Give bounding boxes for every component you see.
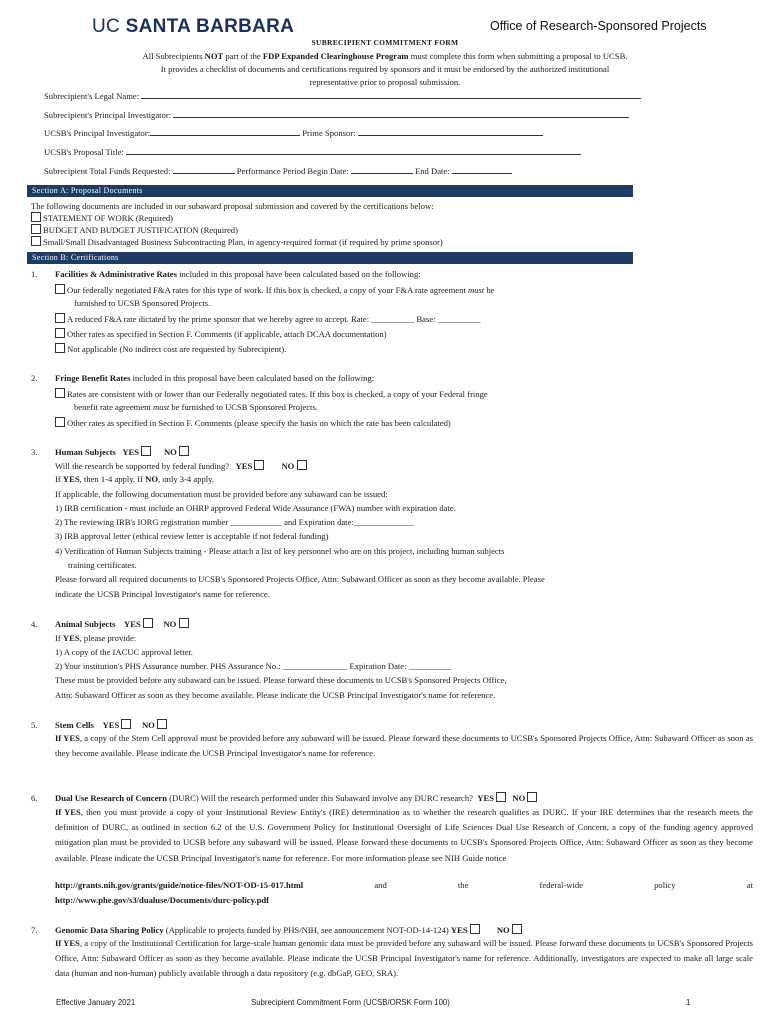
q1-head: Facilities & Administrative Rates xyxy=(55,269,177,279)
q3-head: Human Subjects xyxy=(55,447,116,457)
q1-reduced-checkbox[interactable] xyxy=(55,313,65,323)
intro-line2: It provides a checklist of documents and certifications required by sponsors and it must be endorsed by the authorized institutional xyxy=(160,64,610,74)
q3-l2 xyxy=(55,474,214,484)
q3-l2c: , only 3-4 apply. xyxy=(158,474,215,484)
total-funds-line[interactable] xyxy=(173,165,235,174)
q1-head-rest: included in this proposal have been calculated based on the following: xyxy=(176,269,421,279)
q1-opt4: Not applicable (No indirect cost are requested by Subrecipient). xyxy=(67,344,287,354)
q3-no-checkbox[interactable] xyxy=(179,446,189,456)
q1-opt1c: furnished to UCSB Sponsored Projects. xyxy=(74,298,211,308)
ucsb-pi-line[interactable] xyxy=(150,127,300,136)
q2-heading xyxy=(55,373,374,383)
legal-name-line[interactable] xyxy=(141,90,641,99)
q2-opt1-must: must xyxy=(152,402,170,412)
q6-fedwide: federal-wide xyxy=(539,880,583,890)
q1-option-na[interactable] xyxy=(55,343,286,354)
q2-consistent-checkbox[interactable] xyxy=(55,388,65,398)
q6-the: the xyxy=(457,880,469,890)
q2-other-checkbox[interactable] xyxy=(55,417,65,427)
logo-uc: UC xyxy=(92,16,121,37)
q2-opt1a: Rates are consistent with or lower than our Federally negotiated rates. If this box is checked, a copy of your Federal fringe xyxy=(67,389,488,399)
q6-heading xyxy=(55,792,539,803)
q4-l4: These must be provided before any subaward can be issued. Please forward these documents to UCSB's Sponsored Projects Office, xyxy=(55,675,507,685)
q7-heading xyxy=(55,924,524,935)
q6-links-row xyxy=(55,880,753,890)
q5-no-label: NO xyxy=(141,720,155,730)
q7-body-text: , a copy of the Institutional Certification for large-scale human genomic data must be provided before any subaward will be issued. Please forward these documents to UCSB's Sponsored Projects Office, Attn: Subaward Officer as soon as they become available. Please indicate the UCSB Principal Investigator's name for reference. Additionally, investigators are expected to make all large scale data (human and non-human) publicly available through a data repository (e.g. dbGaP, GEO, SRA). xyxy=(55,938,753,979)
form-title: SUBRECIPIENT COMMITMENT FORM xyxy=(311,38,459,47)
legal-name-label: Subrecipient's Legal Name: xyxy=(44,91,140,101)
q5-head: Stem Cells xyxy=(55,720,94,730)
pi-field[interactable] xyxy=(44,109,629,120)
q3-l8: training certificates. xyxy=(68,560,137,570)
q4-yes-checkbox[interactable] xyxy=(143,618,153,628)
q4-no-checkbox[interactable] xyxy=(179,618,189,628)
end-date-line[interactable] xyxy=(452,165,512,174)
period-begin-label: Performance Period Begin Date: xyxy=(236,166,349,176)
q3-l4: 1) IRB certification - must include an OHRP approved Federal Wide Assurance (FWA) number with expiration date. xyxy=(55,503,456,513)
legal-name-field[interactable] xyxy=(44,90,641,101)
intro-text xyxy=(40,50,730,89)
q6-head-abbr: (DURC) xyxy=(167,793,199,803)
q3-heading xyxy=(55,446,191,457)
q6-and: and xyxy=(374,880,387,890)
q2-opt2: Other rates as specified in Section F. Comments (please specify the basis on which the rate has been calculated) xyxy=(67,418,451,428)
q6-head-rest: Will the research performed under this Subaward involve any DURC research? xyxy=(198,793,473,803)
q3-federal-no-label: NO xyxy=(281,461,295,471)
q4-l3: 2) Your institution's PHS Assurance number. PHS Assurance No.: _______________ Expiration Date: __________ xyxy=(55,661,452,671)
q6-policy: policy xyxy=(654,880,676,890)
q4-l5: Attn: Subaward Officer as soon as they become available. Please indicate the UCSB Principal Investigator's name for reference. xyxy=(55,690,496,700)
ucsb-logo xyxy=(92,16,294,38)
q2-opt1b: benefit rate agreement xyxy=(74,402,153,412)
intro-mid: part of the xyxy=(223,51,263,61)
intro-post: must complete this form when submitting a proposal to UCSB. xyxy=(408,51,628,61)
section-a-item-budget[interactable] xyxy=(31,224,238,235)
q7-no-checkbox[interactable] xyxy=(512,924,522,934)
q7-yes-checkbox[interactable] xyxy=(470,924,480,934)
q3-federal-line xyxy=(55,460,309,471)
q1-opt2: A reduced F&A rate dictated by the prime sponsor that we hereby agree to accept. Rate: __________ Base: __________ xyxy=(67,314,481,324)
q3-number: 3. xyxy=(31,447,38,457)
budget-label: BUDGET AND BUDGET JUSTIFICATION (Required) xyxy=(43,225,238,235)
q4-yes-label: YES xyxy=(124,619,141,629)
q4-no-label: NO xyxy=(163,619,177,629)
small-business-label: Small/Small Disadvantaged Business Subcontracting Plan, in agency-required format (if required by prime sponsor) xyxy=(43,237,443,247)
q5-no-checkbox[interactable] xyxy=(157,719,167,729)
q2-number: 2. xyxy=(31,373,38,383)
footer-effective: Effective January 2021 xyxy=(56,998,136,1007)
q3-l2a: If xyxy=(55,474,63,484)
durc-nih-link[interactable]: http://grants.nih.gov/grants/guide/notice-files/NOT-OD-15-017.html xyxy=(55,880,304,890)
q3-l3: If applicable, the following documentation must be provided before any subaward can be issued: xyxy=(55,489,388,499)
q3-l9: Please forward all required documents to UCSB's Sponsored Projects Office, Attn: Subaward Officer as soon as they become available. Please xyxy=(55,574,545,584)
q6-at: at xyxy=(746,880,753,890)
footer-page-number: 1 xyxy=(686,998,691,1007)
q4-l1 xyxy=(55,633,136,643)
q1-opt1-must: must xyxy=(467,285,485,295)
durc-policy-link[interactable] xyxy=(55,895,269,905)
q4-head: Animal Subjects xyxy=(55,619,116,629)
q3-federal-yes-label: YES xyxy=(235,461,253,471)
intro-pre: All Subrecipients xyxy=(142,51,205,61)
q3-l1: Will the research be supported by federal funding? xyxy=(55,461,230,471)
q3-l2-yes: YES xyxy=(62,474,80,484)
q7-body xyxy=(55,936,753,982)
q3-federal-no-checkbox[interactable] xyxy=(297,460,307,470)
q2-opt1c: be furnished to UCSB Sponsored Projects. xyxy=(169,402,318,412)
q7-body-yes: If YES xyxy=(55,938,80,948)
sow-label: STATEMENT OF WORK (Required) xyxy=(43,213,174,223)
prime-sponsor-line[interactable] xyxy=(358,127,543,136)
footer-form-name: Subrecipient Commitment Form (UCSB/ORSK Form 100) xyxy=(251,998,450,1007)
q3-l2b: , then 1-4 apply. If xyxy=(79,474,146,484)
q1-opt1a: Our federally negotiated F&A rates for this type of work. If this box is checked, a copy of your F&A rate agreement xyxy=(67,285,468,295)
q2-opt1-cont xyxy=(74,402,318,412)
q7-yes-label: YES xyxy=(450,925,468,935)
q3-yes-checkbox[interactable] xyxy=(141,446,151,456)
q3-l10: indicate the UCSB Principal Investigator's name for reference. xyxy=(55,589,270,599)
q7-head-rest: (Applicable to projects funded by PHS/NIH, see announcement NOT-OD-14-124) xyxy=(163,925,449,935)
q7-no-label: NO xyxy=(496,925,510,935)
q5-body-yes: If YES xyxy=(55,733,80,743)
end-date-label: End Date: xyxy=(415,166,450,176)
budget-checkbox[interactable] xyxy=(31,224,41,234)
intro-line3: representative prior to proposal submission. xyxy=(309,77,461,87)
small-business-checkbox[interactable] xyxy=(31,236,41,246)
q5-yes-label: YES xyxy=(102,720,120,730)
q1-other-checkbox[interactable] xyxy=(55,328,65,338)
q5-number: 5. xyxy=(31,720,38,730)
q5-heading xyxy=(55,719,169,730)
q4-l1b: , please provide: xyxy=(79,633,137,643)
q6-body-text: , then you must provide a copy of your Institutional Review Entity's (IRE) determination as to whether the research qualifies as DURC. If your IRE determines that the research meets the definition of DURC, as outlined in section 6.2 of the U.S. Government Policy for Institutional Oversight of Life Sciences Dual Use Research of Concern, a copy of the funding agency approved mitigation plan must be provided to UCSB before any subaward will be issued. Please forward these documents to UCSB's Sponsored Projects Office, Attn: Subaward Officer as soon as they become available. Please indicate the UCSB Principal Investigator's name for reference. For more information please see NIH Guide notice xyxy=(55,807,753,863)
q5-body-text: , a copy of the Stem Cell approval must be provided before any subaward will be issued. Please forward these documents to UCSB's Sponsored Projects Office, Attn: Subaward Officer as soon as they become available. Please indicate the UCSB Principal Investigator's name for reference. xyxy=(55,733,753,759)
sow-checkbox[interactable] xyxy=(31,212,41,222)
durc-policy-url[interactable]: http://www.phe.gov/s3/dualuse/Documents/durc-policy.pdf xyxy=(55,895,270,905)
section-a-item-small-business[interactable] xyxy=(31,236,443,247)
pi-line[interactable] xyxy=(173,109,629,118)
q7-number: 7. xyxy=(31,925,38,935)
q2-head-rest: included in this proposal have been calculated based on the following: xyxy=(130,373,375,383)
ucsb-pi-field[interactable] xyxy=(44,127,543,138)
q1-heading xyxy=(55,269,421,279)
q5-yes-checkbox[interactable] xyxy=(121,719,131,729)
q3-l5: 2) The reviewing IRB's IORG registration number ____________ and Expiration date:______________ xyxy=(55,517,414,527)
q3-federal-yes-checkbox[interactable] xyxy=(254,460,264,470)
q6-no-label: NO xyxy=(512,793,526,803)
period-begin-line[interactable] xyxy=(351,165,413,174)
q6-yes-checkbox[interactable] xyxy=(496,792,506,802)
proposal-title-label: UCSB's Proposal Title: xyxy=(44,147,124,157)
section-b-header: Section B: Certifications xyxy=(27,252,633,264)
intro-fdp: FDP Expanded Clearinghouse Program xyxy=(262,51,409,61)
office-name: Office of Research-Sponsored Projects xyxy=(490,19,707,33)
q4-number: 4. xyxy=(31,619,38,629)
proposal-title-line[interactable] xyxy=(126,146,581,155)
q4-l1a: If xyxy=(55,633,63,643)
pi-label: Subrecipient's Principal Investigator: xyxy=(44,110,172,120)
funds-field[interactable] xyxy=(44,165,512,176)
section-a-item-sow[interactable] xyxy=(31,212,173,223)
q3-l7: 4) Verification of Human Subjects training - Please attach a list of key personnel who are on this project, including human subjects xyxy=(55,546,505,556)
q1-opt3: Other rates as specified in Section F. Comments (if applicable, attach DCAA documentation) xyxy=(67,329,387,339)
q1-option-reduced[interactable] xyxy=(55,313,481,324)
q1-na-checkbox[interactable] xyxy=(55,343,65,353)
q6-yes-label: YES xyxy=(477,793,494,803)
q7-head: Genomic Data Sharing Policy xyxy=(55,925,164,935)
q6-body xyxy=(55,805,753,866)
q1-number: 1. xyxy=(31,269,38,279)
logo-santa-barbara: SANTA BARBARA xyxy=(125,16,295,37)
q2-option-consistent[interactable] xyxy=(55,388,488,399)
q6-number: 6. xyxy=(31,793,38,803)
q6-head: Dual Use Research of Concern xyxy=(55,793,168,803)
q1-option-other[interactable] xyxy=(55,328,387,339)
q2-head: Fringe Benefit Rates xyxy=(55,373,131,383)
q4-l1-yes: YES xyxy=(62,633,80,643)
q3-yes-label: YES xyxy=(122,447,140,457)
proposal-title-field[interactable] xyxy=(44,146,581,157)
q1-negotiated-checkbox[interactable] xyxy=(55,284,65,294)
q1-option-negotiated[interactable] xyxy=(55,284,494,295)
q6-no-checkbox[interactable] xyxy=(527,792,537,802)
q2-option-other[interactable] xyxy=(55,417,451,428)
q5-body xyxy=(55,731,753,761)
q3-no-label: NO xyxy=(163,447,177,457)
q3-l6: 3) IRB approval letter (ethical review letter is acceptable if not federal funding) xyxy=(55,531,329,541)
section-a-intro: The following documents are included in our subaward proposal submission and covered by the certifications below: xyxy=(31,201,434,211)
total-funds-label: Subrecipient Total Funds Requested: xyxy=(44,166,171,176)
q1-opt1b: be xyxy=(484,285,495,295)
ucsb-pi-label: UCSB's Principal Investigator: xyxy=(44,128,151,138)
q6-body-yes: If YES xyxy=(55,807,81,817)
q3-l2-no: NO xyxy=(145,474,159,484)
section-a-header: Section A: Proposal Documents xyxy=(27,185,633,197)
q4-l2: 1) A copy of the IACUC approval letter. xyxy=(55,647,193,657)
prime-sponsor-label: Prime Sponsor: xyxy=(302,128,356,138)
intro-not: NOT xyxy=(204,51,224,61)
q4-heading xyxy=(55,618,191,629)
